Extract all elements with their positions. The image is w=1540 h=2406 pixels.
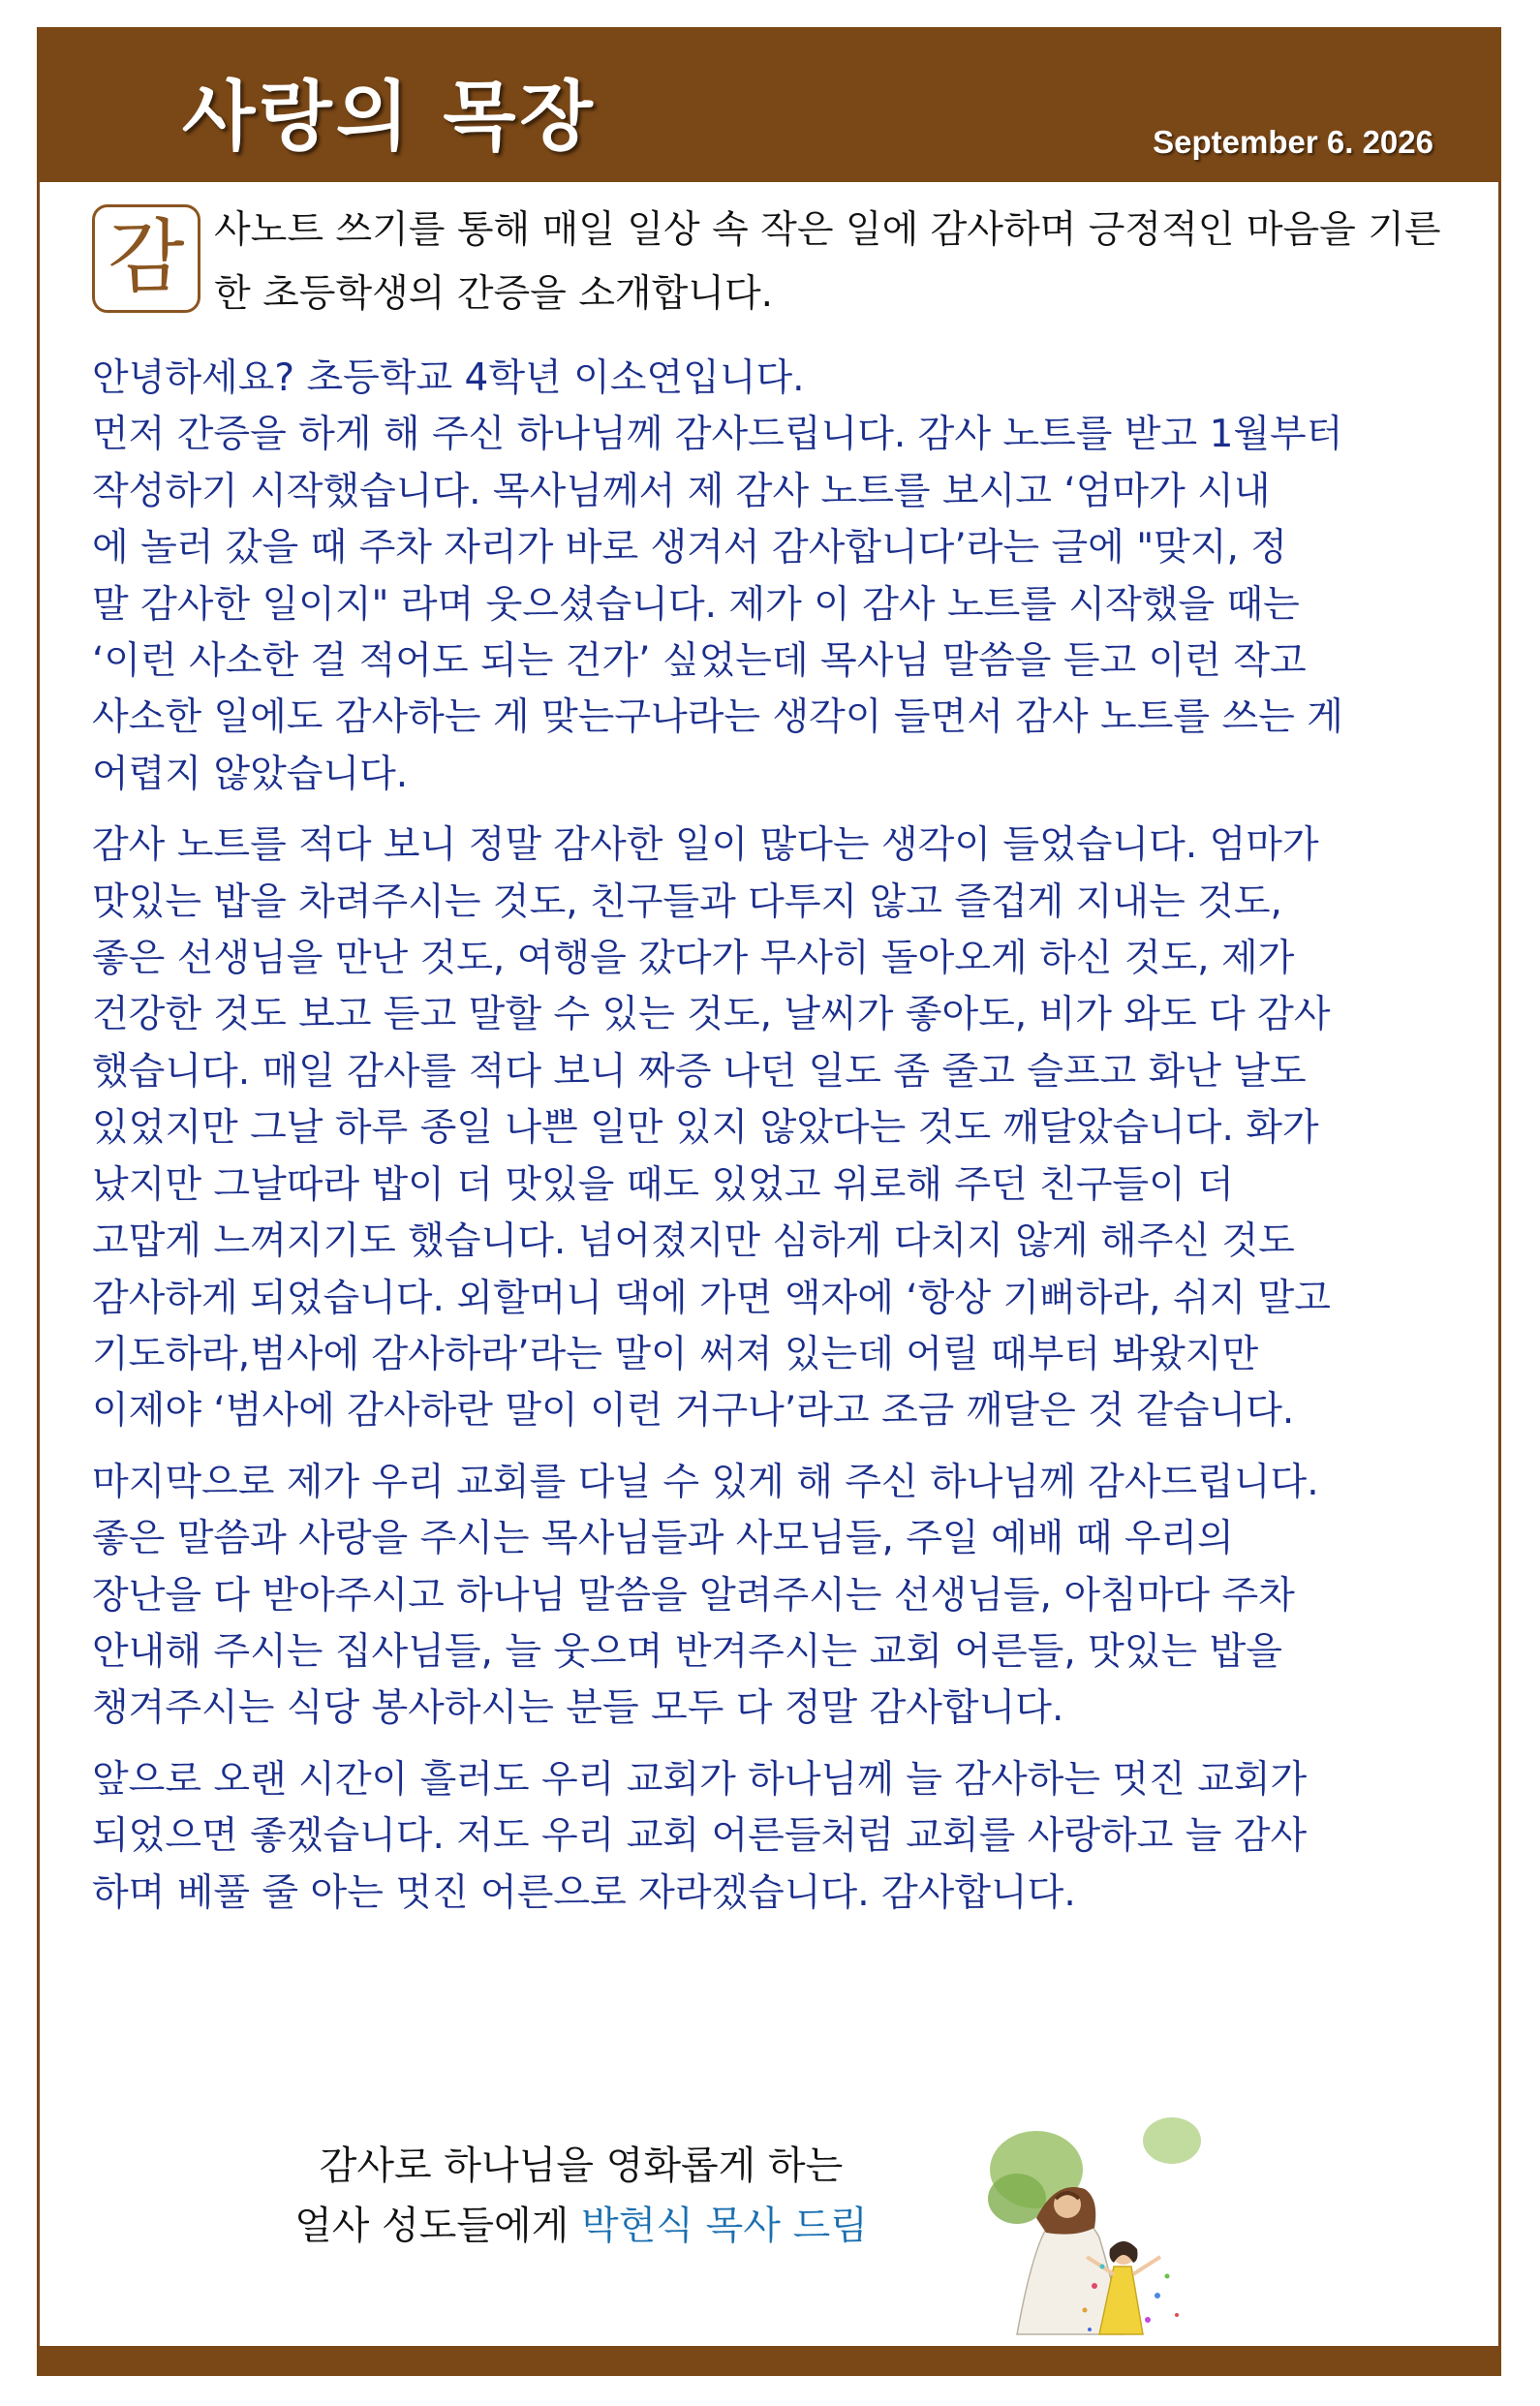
- text-line: 기도하라,범사에 감사하라’라는 말이 써져 있는데 어릴 때부터 봐왔지만: [92, 1332, 1259, 1376]
- footer-bar: [37, 2346, 1501, 2376]
- testimony-paragraph-2: [92, 817, 1496, 1439]
- text-line: 하며 베풀 줄 아는 멋진 어른으로 자라겠습니다. 감사합니다.: [92, 1870, 1076, 1915]
- testimony-paragraph-4: [92, 1752, 1496, 1922]
- header-banner: [37, 27, 1501, 182]
- text-line: 에 놀러 갔을 때 주차 자리가 바로 생겨서 감사합니다’라는 글에 "맞지, 정: [92, 526, 1287, 571]
- text-line: 사소한 일에도 감사하는 게 맞는구나라는 생각이 들면서 감사 노트를 쓰는 게: [92, 695, 1343, 740]
- text-line: 작성하기 시작했습니다. 목사님께서 제 감사 노트를 보시고 ‘엄마가 시내: [92, 469, 1271, 513]
- text-line: 되었으면 좋겠습니다. 저도 우리 교회 어른들처럼 교회를 사랑하고 늘 감사: [92, 1814, 1308, 1859]
- text-line: ‘이런 사소한 걸 적어도 되는 건가’ 싶었는데 목사님 말씀을 듣고 이런 작고: [92, 639, 1307, 684]
- text-line: 감사 노트를 적다 보니 정말 감사한 일이 많다는 생각이 들었습니다. 엄마가: [92, 823, 1319, 868]
- testimony-paragraph-1: [92, 351, 1496, 803]
- jesus-and-child-illustration: [978, 2112, 1211, 2344]
- text-line: 이제야 ‘범사에 감사하란 말이 이런 거구나’라고 조금 깨달은 것 같습니다.: [92, 1389, 1295, 1434]
- text-line: 먼저 간증을 하게 해 주신 하나님께 감사드립니다. 감사 노트를 받고 1월부터: [92, 413, 1343, 457]
- text-line: 어렵지 않았습니다.: [92, 752, 409, 796]
- issue-date: September 6. 2026: [1153, 124, 1433, 160]
- text-line: 고맙게 느껴지기도 했습니다. 넘어졌지만 심하게 다치지 않게 해주신 것도: [92, 1219, 1295, 1264]
- text-line: 안녕하세요? 초등학교 4학년 이소연입니다.: [92, 356, 805, 400]
- text-line: 챙겨주시는 식당 봉사하시는 분들 모두 다 정말 감사합니다.: [92, 1686, 1064, 1731]
- text-line: 안내해 주시는 집사님들, 늘 웃으며 반겨주시는 교회 어른들, 맛있는 밥을: [92, 1629, 1282, 1674]
- pastor-signature: 박현식 목사 드림: [581, 2204, 868, 2248]
- testimony-paragraph-3: [92, 1455, 1496, 1738]
- page-title: 사랑의 목장: [182, 74, 597, 161]
- text-line: 말 감사한 일이지" 라며 웃으셨습니다. 제가 이 감사 노트를 시작했을 때는: [92, 582, 1300, 627]
- text-line: 맛있는 밥을 차려주시는 것도, 친구들과 다투지 않고 즐겁게 지내는 것도,: [92, 879, 1282, 924]
- intro-text: 사노트 쓰기를 통해 매일 일상 속 작은 일에 감사하며 긍정적인 마음을 기른 한 초등학생의 간증을 소개합니다.: [214, 208, 1441, 316]
- text-line: 했습니다. 매일 감사를 적다 보니 짜증 나던 일도 좀 줄고 슬프고 화난 날도: [92, 1049, 1307, 1094]
- text-line: 감사하게 되었습니다. 외할머니 댁에 가면 액자에 ‘항상 기뻐하라, 쉬지 말고: [92, 1276, 1331, 1320]
- closing-recipient: 얼사 성도들에게: [294, 2204, 581, 2248]
- testimony-body: [92, 351, 1496, 1936]
- text-line: 앞으로 오랜 시간이 흘러도 우리 교회가 하나님께 늘 감사하는 멋진 교회가: [92, 1757, 1308, 1802]
- closing-line-1: 감사로 하나님을 영화롭게 하는: [319, 2144, 844, 2188]
- closing-line-2: [194, 2196, 969, 2256]
- text-line: 있었지만 그날 하루 종일 나쁜 일만 있지 않았다는 것도 깨달았습니다. 화가: [92, 1106, 1319, 1151]
- text-line: 좋은 선생님을 만난 것도, 여행을 갔다가 무사히 돌아오게 하신 것도, 제가: [92, 937, 1295, 981]
- text-line: 장난을 다 받아주시고 하나님 말씀을 알려주시는 선생님들, 아침마다 주차: [92, 1573, 1295, 1618]
- dropcap-letter: 감: [92, 204, 200, 313]
- closing-signature-block: [194, 2136, 969, 2256]
- text-line: 마지막으로 제가 우리 교회를 다닐 수 있게 해 주신 하나님께 감사드립니다.: [92, 1460, 1319, 1504]
- text-line: 좋은 말씀과 사랑을 주시는 목사님들과 사모님들, 주일 예배 때 우리의: [92, 1517, 1234, 1561]
- text-line: 건강한 것도 보고 듣고 말할 수 있는 것도, 날씨가 좋아도, 비가 와도 다 감사: [92, 993, 1331, 1037]
- text-line: 났지만 그날따라 밥이 더 맛있을 때도 있었고 위로해 주던 친구들이 더: [92, 1162, 1234, 1207]
- intro-paragraph: [92, 199, 1487, 326]
